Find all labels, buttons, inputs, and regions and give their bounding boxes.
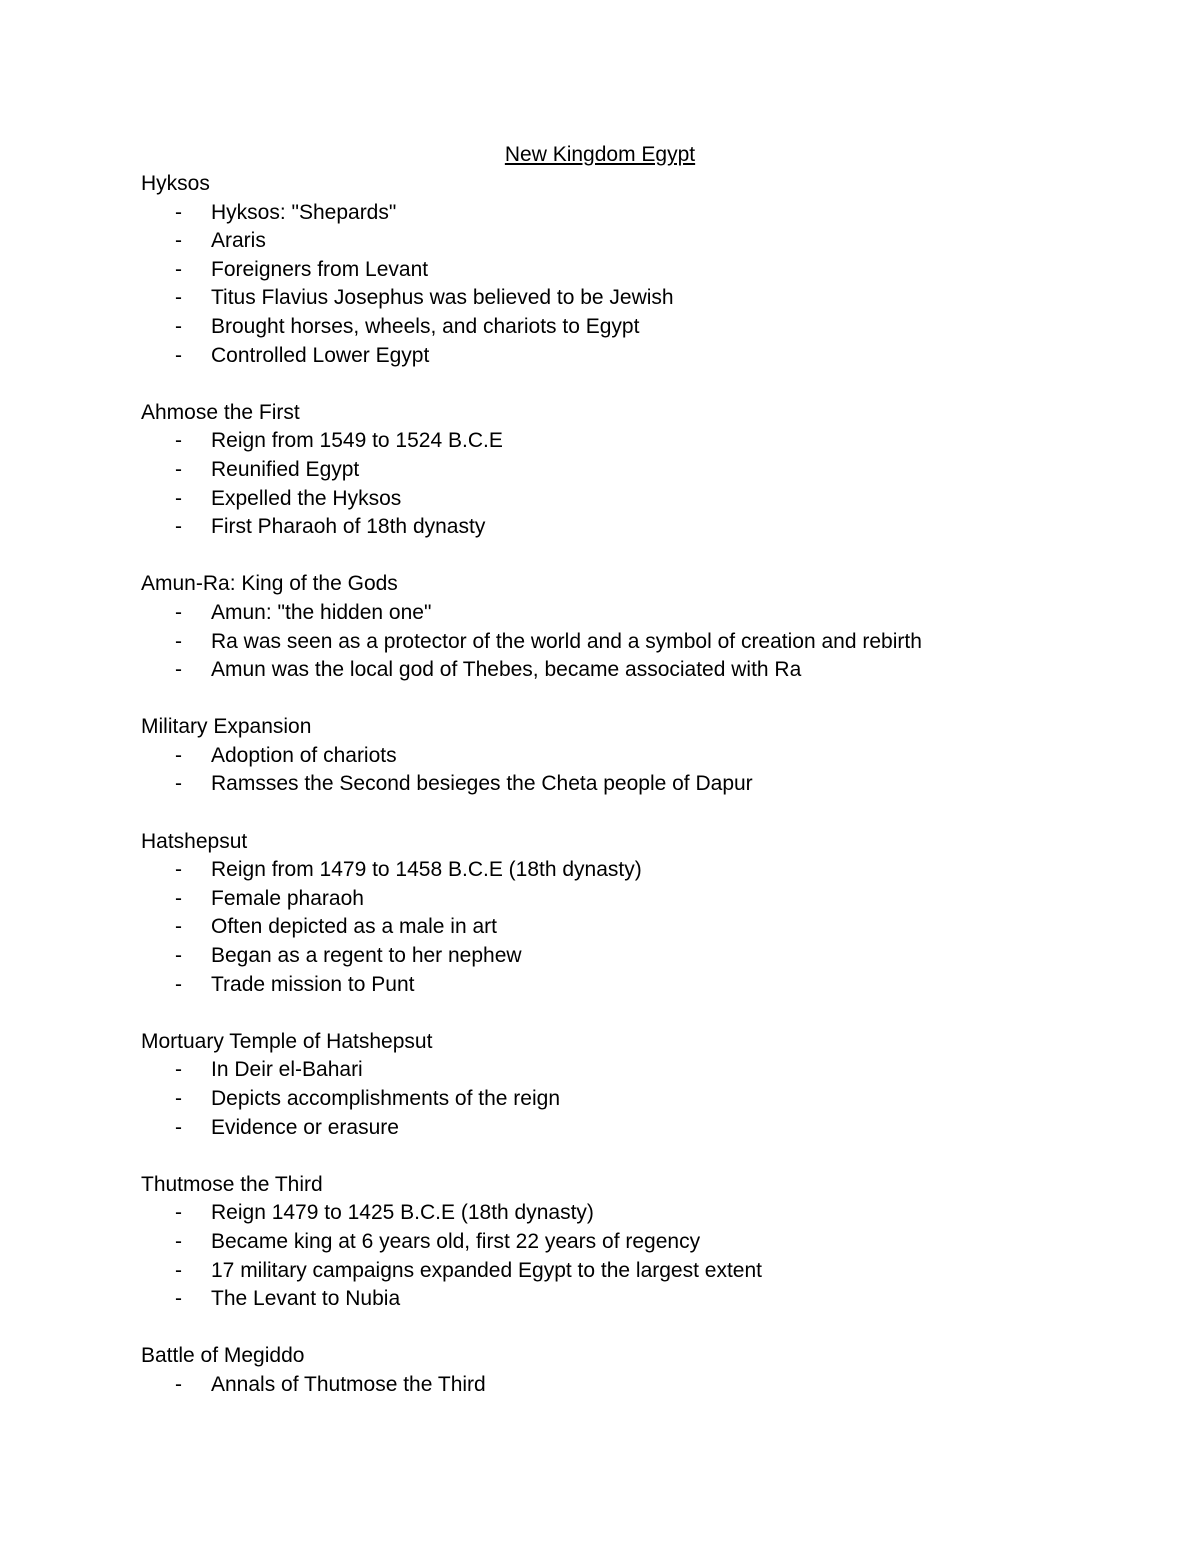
- bullet-list: [141, 199, 1141, 371]
- section-heading: Hyksos: [141, 172, 210, 195]
- bullet-dash-marker: -: [175, 772, 182, 796]
- bullet-list: [141, 599, 1141, 685]
- bullet-item: [141, 1228, 1141, 1257]
- bullet-text: Female pharaoh: [211, 886, 364, 910]
- bullet-text: Amun: "the hidden one": [211, 600, 432, 624]
- bullet-text: Became king at 6 years old, first 22 years of regency: [211, 1229, 701, 1253]
- note-section: [141, 170, 1141, 370]
- bullet-item: [141, 1199, 1141, 1228]
- note-section: [141, 570, 1141, 684]
- bullet-dash-marker: -: [175, 229, 182, 253]
- section-heading: Battle of Megiddo: [141, 1344, 305, 1368]
- bullet-text: First Pharaoh of 18th dynasty: [211, 515, 486, 539]
- bullet-dash-marker: -: [175, 1087, 182, 1110]
- bullet-text: Reign from 1479 to 1458 B.C.E (18th dynasty): [211, 858, 642, 882]
- bullet-dash-marker: -: [175, 1201, 182, 1225]
- bullet-item: [141, 942, 1141, 971]
- bullet-list: [141, 856, 1141, 999]
- bullet-item: [141, 513, 1141, 542]
- bullet-dash-marker: -: [175, 200, 182, 224]
- bullet-text: Evidence or erasure: [211, 1115, 399, 1139]
- section-heading: Ahmose the First: [141, 400, 300, 424]
- section-heading: Military Expansion: [141, 715, 312, 739]
- bullet-text: Araris: [211, 229, 266, 253]
- bullet-item: [141, 1085, 1141, 1114]
- bullet-dash-marker: -: [175, 1058, 182, 1082]
- bullet-text: The Levant to Nubia: [211, 1287, 401, 1311]
- section-heading: Amun-Ra: King of the Gods: [141, 572, 398, 596]
- bullet-item: [141, 1371, 1141, 1400]
- bullet-dash-marker: -: [175, 1258, 182, 1282]
- bullet-dash-marker: -: [175, 743, 182, 767]
- bullet-text: Began as a regent to her nephew: [211, 944, 522, 968]
- bullet-text: Depicts accomplishments of the reign: [211, 1087, 560, 1110]
- bullet-text: Titus Flavius Josephus was believed to be Jewish: [211, 286, 674, 310]
- bullet-dash-marker: -: [175, 858, 182, 882]
- bullet-text: Ramsses the Second besieges the Cheta people of Dapur: [211, 772, 753, 796]
- bullet-text: Trade mission to Punt: [211, 972, 415, 996]
- bullet-dash-marker: -: [175, 886, 182, 910]
- bullet-item: [141, 256, 1141, 285]
- note-section: [141, 828, 1141, 1000]
- bullet-item: [141, 656, 1141, 685]
- note-section: [141, 1171, 1141, 1314]
- bullet-dash-marker: -: [175, 429, 182, 453]
- bullet-item: [141, 284, 1141, 313]
- bullet-list: [141, 1056, 1141, 1142]
- bullet-text: Reign 1479 to 1425 B.C.E (18th dynasty): [211, 1201, 594, 1225]
- bullet-item: [141, 1114, 1141, 1143]
- bullet-item: [141, 770, 1141, 799]
- bullet-dash-marker: -: [175, 629, 182, 653]
- note-section: [141, 399, 1141, 542]
- bullet-item: [141, 427, 1141, 456]
- bullet-text: Hyksos: "Shepards": [211, 200, 397, 224]
- bullet-item: [141, 342, 1141, 371]
- bullet-dash-marker: -: [175, 257, 182, 281]
- bullet-dash-marker: -: [175, 1372, 182, 1396]
- note-section: [141, 1342, 1141, 1399]
- bullet-list: [141, 1371, 1141, 1400]
- bullet-text: Foreigners from Levant: [211, 257, 429, 281]
- note-section: [141, 713, 1141, 799]
- bullet-text: 17 military campaigns expanded Egypt to the largest extent: [211, 1258, 762, 1282]
- bullet-item: [141, 227, 1141, 256]
- bullet-item: [141, 485, 1141, 514]
- bullet-dash-marker: -: [175, 515, 182, 539]
- bullet-item: [141, 628, 1141, 657]
- bullet-item: [141, 599, 1141, 628]
- bullet-list: [141, 1199, 1141, 1313]
- bullet-text: Annals of Thutmose the Third: [211, 1372, 486, 1396]
- bullet-item: [141, 456, 1141, 485]
- bullet-item: [141, 913, 1141, 942]
- bullet-dash-marker: -: [175, 486, 182, 510]
- bullet-dash-marker: -: [175, 944, 182, 968]
- bullet-dash-marker: -: [175, 457, 182, 481]
- bullet-text: Brought horses, wheels, and chariots to Egypt: [211, 314, 640, 338]
- bullet-text: In Deir el-Bahari: [211, 1058, 363, 1082]
- bullet-item: [141, 1056, 1141, 1085]
- section-heading: Mortuary Temple of Hatshepsut: [141, 1029, 433, 1053]
- bullet-item: [141, 1285, 1141, 1314]
- bullet-item: [141, 885, 1141, 914]
- bullet-list: [141, 742, 1141, 799]
- bullet-dash-marker: -: [175, 343, 182, 367]
- bullet-dash-marker: -: [175, 600, 182, 624]
- bullet-dash-marker: -: [175, 314, 182, 338]
- bullet-dash-marker: -: [175, 1229, 182, 1253]
- bullet-text: Often depicted as a male in art: [211, 915, 497, 939]
- document-title: New Kingdom Egypt: [504, 143, 696, 166]
- section-heading: Thutmose the Third: [141, 1172, 323, 1196]
- bullet-text: Amun was the local god of Thebes, became associated with Ra: [211, 658, 802, 682]
- bullet-text: Ra was seen as a protector of the world and a symbol of creation and rebirth: [211, 629, 922, 653]
- bullet-text: Reign from 1549 to 1524 B.C.E: [211, 429, 503, 453]
- bullet-text: Adoption of chariots: [211, 743, 397, 767]
- bullet-text: Reunified Egypt: [211, 457, 360, 481]
- bullet-item: [141, 856, 1141, 885]
- bullet-list: [141, 427, 1141, 541]
- bullet-dash-marker: -: [175, 915, 182, 939]
- bullet-dash-marker: -: [175, 972, 182, 996]
- bullet-item: [141, 313, 1141, 342]
- bullet-item: [141, 742, 1141, 771]
- bullet-item: [141, 1257, 1141, 1286]
- document-body: [141, 170, 1141, 1428]
- bullet-text: Controlled Lower Egypt: [211, 343, 430, 367]
- bullet-dash-marker: -: [175, 1115, 182, 1139]
- section-heading: Hatshepsut: [141, 829, 248, 853]
- bullet-item: [141, 971, 1141, 1000]
- note-section: [141, 1028, 1141, 1142]
- bullet-dash-marker: -: [175, 1287, 182, 1311]
- bullet-dash-marker: -: [175, 658, 182, 682]
- bullet-dash-marker: -: [175, 286, 182, 310]
- bullet-text: Expelled the Hyksos: [211, 486, 402, 510]
- bullet-item: [141, 199, 1141, 228]
